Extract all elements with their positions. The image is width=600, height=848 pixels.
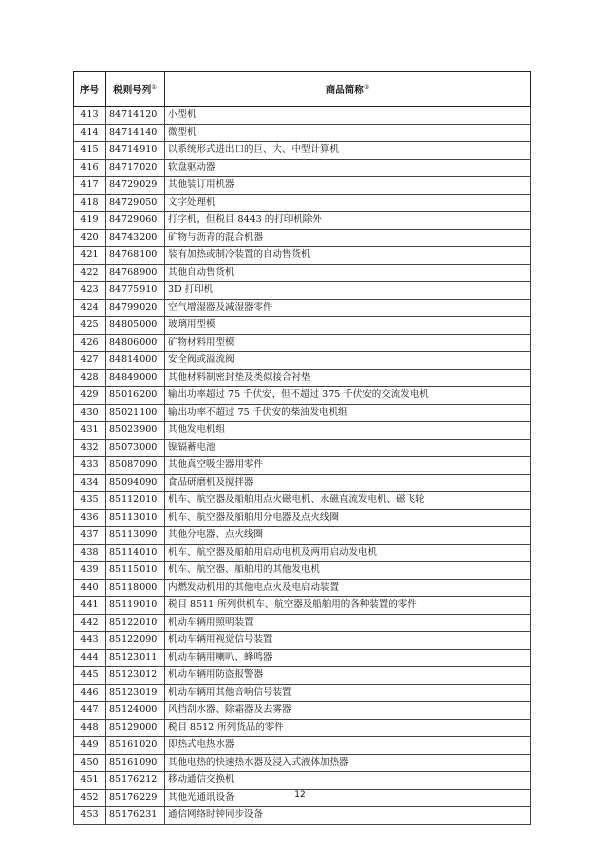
tariff-code-cell: 85113010 (106, 509, 165, 527)
table-row (74, 754, 531, 772)
tariff-code-cell: 85094090 (106, 474, 165, 492)
product-name-cell: 其他自动售货机 (165, 264, 531, 282)
tariff-code-cell: 85129000 (106, 719, 165, 737)
table-row (74, 159, 531, 177)
product-name-cell: 食品研磨机及搅拌器 (165, 474, 531, 492)
serial-number-cell: 428 (74, 369, 106, 387)
page-number: 12 (294, 790, 306, 800)
serial-number-cell: 418 (74, 194, 106, 212)
serial-number-cell: 432 (74, 439, 106, 457)
product-name-cell: 其他真空吸尘器用零件 (165, 457, 531, 475)
product-name-cell: 移动通信交换机 (165, 772, 531, 790)
tariff-code-cell: 85123019 (106, 684, 165, 702)
product-name-cell: 机车、航空器及船舶用分电器及点火线圈 (165, 509, 531, 527)
table-row (74, 457, 531, 475)
tariff-code-cell: 85016200 (106, 387, 165, 405)
tariff-code-cell: 85161090 (106, 754, 165, 772)
product-name-cell: 矿物与沥青的混合机器 (165, 229, 531, 247)
serial-number-cell: 440 (74, 579, 106, 597)
serial-number-cell: 441 (74, 597, 106, 615)
product-name-cell: 输出功率不超过 75 千伏安的柴油发电机组 (165, 404, 531, 422)
table-row (74, 632, 531, 650)
tariff-table (73, 71, 531, 825)
footnote-mark: ② (363, 83, 370, 91)
table-row (74, 579, 531, 597)
product-name-cell: 安全阀或溢流阀 (165, 352, 531, 370)
serial-number-cell: 444 (74, 649, 106, 667)
product-name-cell: 软盘驱动器 (165, 159, 531, 177)
table-body (74, 107, 531, 825)
tariff-code-cell: 84729029 (106, 177, 165, 195)
header-row (74, 72, 531, 107)
table-row (74, 772, 531, 790)
tariff-code-cell: 84805000 (106, 317, 165, 335)
tariff-code-cell: 84714140 (106, 124, 165, 142)
serial-number-cell: 417 (74, 177, 106, 195)
table-row (74, 334, 531, 352)
serial-number-cell: 414 (74, 124, 106, 142)
product-name-cell: 输出功率超过 75 千伏安，但不超过 375 千伏安的交流发电机 (165, 387, 531, 405)
tariff-code-cell: 85118000 (106, 579, 165, 597)
serial-number-cell: 425 (74, 317, 106, 335)
serial-number-cell: 415 (74, 142, 106, 160)
product-name-cell: 风挡刮水器、除霜器及去雾器 (165, 702, 531, 720)
table-row (74, 474, 531, 492)
tariff-code-cell: 85122010 (106, 614, 165, 632)
table-row (74, 107, 531, 125)
serial-number-cell: 436 (74, 509, 106, 527)
table-row (74, 562, 531, 580)
tariff-code-cell: 85161020 (106, 737, 165, 755)
product-name-cell: 机车、航空器及船舶用启动电机及两用启动发电机 (165, 544, 531, 562)
table-row (74, 317, 531, 335)
table-header (74, 72, 531, 107)
table-row (74, 597, 531, 615)
table-row (74, 264, 531, 282)
product-name-cell: 内燃发动机用的其他电点火及电启动装置 (165, 579, 531, 597)
table-row (74, 684, 531, 702)
product-name-cell: 机车、航空器、船舶用的其他发电机 (165, 562, 531, 580)
product-name-cell: 机动车辆用照明装置 (165, 614, 531, 632)
product-name-cell: 机动车辆用视觉信号装置 (165, 632, 531, 650)
product-name-cell: 矿物材料用型模 (165, 334, 531, 352)
product-name-cell: 玻璃用型模 (165, 317, 531, 335)
table-row (74, 194, 531, 212)
table-row (74, 422, 531, 440)
product-name-cell: 即热式电热水器 (165, 737, 531, 755)
product-name-cell: 其他光通讯设备 (165, 789, 531, 807)
product-name-cell: 3D 打印机 (165, 282, 531, 300)
tariff-code-cell: 85123011 (106, 649, 165, 667)
tariff-code-cell: 85114010 (106, 544, 165, 562)
tariff-code-cell: 84806000 (106, 334, 165, 352)
tariff-code-cell: 85115010 (106, 562, 165, 580)
tariff-code-cell: 85021100 (106, 404, 165, 422)
tariff-code-cell: 84714910 (106, 142, 165, 160)
tariff-code-cell: 85176231 (106, 807, 165, 825)
header-tariff-code: 税则号列① (106, 72, 165, 107)
serial-number-cell: 435 (74, 492, 106, 510)
tariff-code-cell: 85124000 (106, 702, 165, 720)
product-name-cell: 税目 8511 所列供机车、航空器及船舶用的各种装置的零件 (165, 597, 531, 615)
tariff-code-cell: 85123012 (106, 667, 165, 685)
tariff-code-cell: 85119010 (106, 597, 165, 615)
product-name-cell: 文字处理机 (165, 194, 531, 212)
product-name-cell: 小型机 (165, 107, 531, 125)
product-name-cell: 机动车辆用其他音响信号装置 (165, 684, 531, 702)
tariff-code-cell: 85176212 (106, 772, 165, 790)
serial-number-cell: 445 (74, 667, 106, 685)
serial-number-cell: 413 (74, 107, 106, 125)
table-row (74, 142, 531, 160)
table-row (74, 544, 531, 562)
serial-number-cell: 430 (74, 404, 106, 422)
tariff-code-cell: 84714120 (106, 107, 165, 125)
table-row (74, 387, 531, 405)
serial-number-cell: 448 (74, 719, 106, 737)
serial-number-cell: 452 (74, 789, 106, 807)
serial-number-cell: 439 (74, 562, 106, 580)
tariff-code-cell: 84775910 (106, 282, 165, 300)
serial-number-cell: 426 (74, 334, 106, 352)
serial-number-cell: 446 (74, 684, 106, 702)
table-row (74, 667, 531, 685)
table-row (74, 614, 531, 632)
tariff-code-cell: 85113090 (106, 527, 165, 545)
table-row (74, 352, 531, 370)
tariff-code-cell: 84799020 (106, 299, 165, 317)
table-row (74, 124, 531, 142)
product-name-cell: 机动车辆用喇叭、蜂鸣器 (165, 649, 531, 667)
serial-number-cell: 443 (74, 632, 106, 650)
product-name-cell: 以系统形式进出口的巨、大、中型计算机 (165, 142, 531, 160)
product-name-cell: 其他材料制密封垫及类似接合衬垫 (165, 369, 531, 387)
serial-number-cell: 447 (74, 702, 106, 720)
tariff-code-cell: 85112010 (106, 492, 165, 510)
serial-number-cell: 434 (74, 474, 106, 492)
tariff-code-cell: 84768900 (106, 264, 165, 282)
footnote-mark: ① (151, 83, 157, 91)
serial-number-cell: 450 (74, 754, 106, 772)
table-row (74, 404, 531, 422)
serial-number-cell: 449 (74, 737, 106, 755)
table-row (74, 702, 531, 720)
table-row (74, 229, 531, 247)
product-name-cell: 通信网络时钟同步设备 (165, 807, 531, 825)
header-serial-number: 序号 (74, 72, 106, 107)
serial-number-cell: 424 (74, 299, 106, 317)
table-row (74, 509, 531, 527)
table-row (74, 299, 531, 317)
product-name-cell: 机动车辆用防盗报警器 (165, 667, 531, 685)
table-row (74, 719, 531, 737)
tariff-code-cell: 85087090 (106, 457, 165, 475)
table-row (74, 527, 531, 545)
header-product-name: 商品简称② (165, 72, 531, 107)
table-row (74, 649, 531, 667)
table-row (74, 439, 531, 457)
tariff-code-cell: 85023900 (106, 422, 165, 440)
product-name-cell: 镍镉蓄电池 (165, 439, 531, 457)
table-row (74, 282, 531, 300)
product-name-cell: 装有加热或制冷装置的自动售货机 (165, 247, 531, 265)
product-name-cell: 其他分电器、点火线圈 (165, 527, 531, 545)
table-row (74, 247, 531, 265)
tariff-code-cell: 85176229 (106, 789, 165, 807)
product-name-cell: 空气增湿器及减湿器零件 (165, 299, 531, 317)
serial-number-cell: 437 (74, 527, 106, 545)
product-name-cell: 其他装订用机器 (165, 177, 531, 195)
serial-number-cell: 451 (74, 772, 106, 790)
tariff-code-cell: 85073000 (106, 439, 165, 457)
product-name-cell: 其他电热的快速热水器及浸入式液体加热器 (165, 754, 531, 772)
serial-number-cell: 433 (74, 457, 106, 475)
serial-number-cell: 422 (74, 264, 106, 282)
serial-number-cell: 442 (74, 614, 106, 632)
serial-number-cell: 416 (74, 159, 106, 177)
table-row (74, 492, 531, 510)
serial-number-cell: 427 (74, 352, 106, 370)
tariff-code-cell: 84729050 (106, 194, 165, 212)
tariff-code-cell: 85122090 (106, 632, 165, 650)
table-row (74, 737, 531, 755)
product-name-cell: 微型机 (165, 124, 531, 142)
product-name-cell: 机车、航空器及船舶用点火磁电机、永磁直流发电机、磁飞轮 (165, 492, 531, 510)
table-row (74, 807, 531, 825)
table-row (74, 177, 531, 195)
tariff-code-cell: 84729060 (106, 212, 165, 230)
serial-number-cell: 429 (74, 387, 106, 405)
serial-number-cell: 423 (74, 282, 106, 300)
serial-number-cell: 420 (74, 229, 106, 247)
product-name-cell: 其他发电机组 (165, 422, 531, 440)
tariff-code-cell: 84743200 (106, 229, 165, 247)
serial-number-cell: 419 (74, 212, 106, 230)
product-name-cell: 税目 8512 所列货品的零件 (165, 719, 531, 737)
tariff-code-cell: 84717020 (106, 159, 165, 177)
product-name-cell: 打字机，但税目 8443 的打印机除外 (165, 212, 531, 230)
serial-number-cell: 421 (74, 247, 106, 265)
serial-number-cell: 453 (74, 807, 106, 825)
tariff-code-cell: 84814000 (106, 352, 165, 370)
table-row (74, 212, 531, 230)
serial-number-cell: 431 (74, 422, 106, 440)
table-row (74, 369, 531, 387)
tariff-code-cell: 84768100 (106, 247, 165, 265)
tariff-code-cell: 84849000 (106, 369, 165, 387)
serial-number-cell: 438 (74, 544, 106, 562)
